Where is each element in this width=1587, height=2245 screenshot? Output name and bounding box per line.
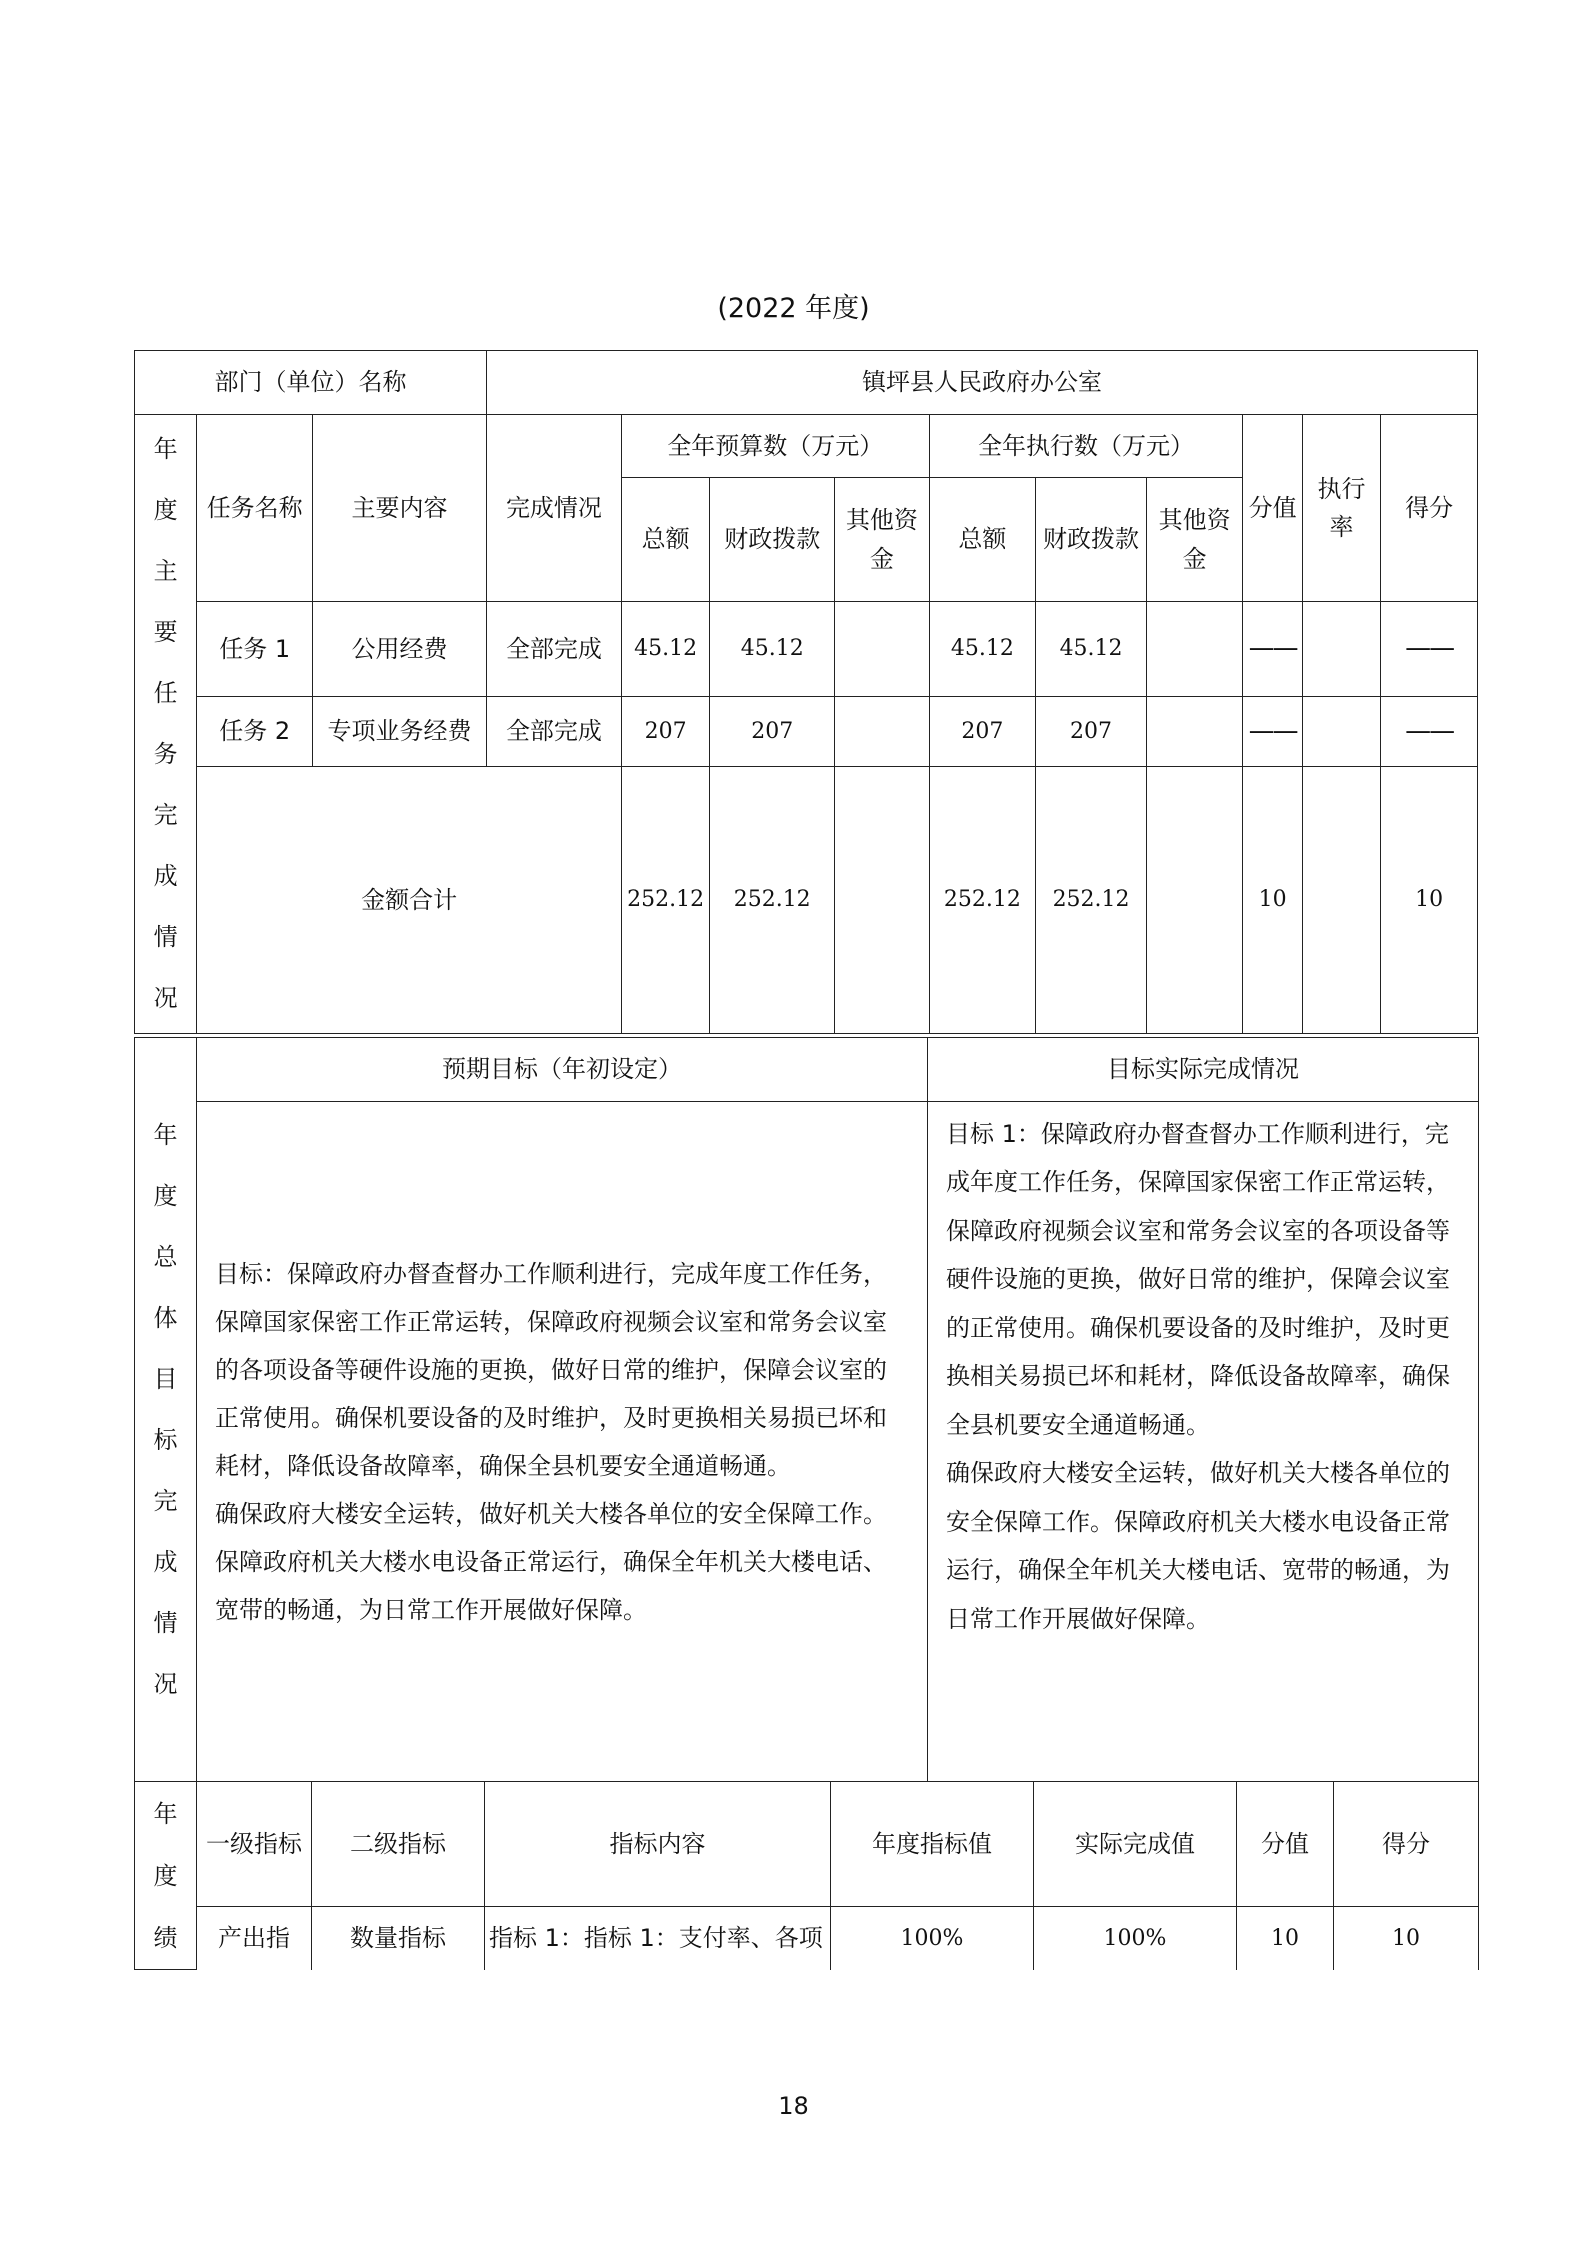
- col-execution-rate: 执行率: [1302, 415, 1380, 602]
- level1-cell: 产出指: [197, 1907, 312, 1970]
- expected-target-text: [197, 1102, 928, 1782]
- main-content-cell: 专项业务经费: [313, 697, 487, 767]
- budget-fiscal-cell: 45.12: [710, 602, 835, 697]
- exec-other-cell: [1146, 697, 1243, 767]
- target-value-cell: 100%: [831, 1907, 1034, 1970]
- table-row: [135, 1907, 1479, 1970]
- expected-target-paragraph-2: 确保政府大楼安全运转，做好机关大楼各单位的安全保障工作。保障政府机关大楼水电设备正常运行，确保全年机关大楼电话、宽带的畅通，为日常工作开展做好保障。: [215, 1499, 887, 1624]
- budget-other-cell: [835, 697, 930, 767]
- total-exec-fiscal-cell: 252.12: [1036, 767, 1147, 1034]
- total-exec-other-cell: [1146, 767, 1243, 1034]
- col-completion-status: 完成情况: [487, 415, 622, 602]
- total-score-value-cell: 10: [1243, 767, 1302, 1034]
- task-section-side-label: 年度主要任务完成情况: [135, 415, 197, 1034]
- target-section-side-label: 年度总体目标完成情况: [135, 1038, 197, 1782]
- exec-fiscal-cell: 207: [1036, 697, 1147, 767]
- total-budget-other-cell: [835, 767, 930, 1034]
- actual-completion-paragraph-2: 确保政府大楼安全运转，做好机关大楼各单位的安全保障工作。保障政府机关大楼水电设备正常运行，确保全年机关大楼电话、宽带的畅通，为日常工作开展做好保障。: [946, 1459, 1450, 1633]
- total-budget-cell: 252.12: [621, 767, 710, 1034]
- actual-completion-paragraph-1: 目标 1：保障政府办督查督办工作顺利进行，完成年度工作任务，保障国家保密工作正常运转，保障政府视频会议室和常务会议室的各项设备等硬件设施的更换，做好日常的维护，保障会议室的正常使用。确保机要设备的及时维护，及时更换相关易损已坏和耗材，降低设备故障率，确保全县机要安全通道畅通。: [946, 1120, 1450, 1439]
- exec-rate-cell: [1302, 697, 1380, 767]
- indicator-content-cell: 指标 1：指标 1：支付率、各项: [485, 1907, 831, 1970]
- col-exec-other: 其他资金: [1146, 478, 1243, 602]
- report-year-label: (2022 年度): [717, 293, 870, 324]
- expected-target-paragraph-1: 目标：保障政府办督查督办工作顺利进行，完成年度工作任务，保障国家保密工作正常运转，保障政府视频会议室和常务会议室的各项设备等硬件设施的更换，做好日常的维护，保障会议室的正常使用。确保机要设备的及时维护，及时更换相关易损已坏和耗材，降低设备故障率，确保全县机要安全通道畅通。: [215, 1259, 887, 1480]
- total-exec-rate-cell: [1302, 767, 1380, 1034]
- actual-value-cell: 100%: [1034, 1907, 1237, 1970]
- col-exec-fiscal: 财政拨款: [1036, 478, 1147, 602]
- col-level1-indicator: 一级指标: [197, 1782, 312, 1907]
- col-annual-target-value: 年度指标值: [831, 1782, 1034, 1907]
- exec-rate-cell: [1302, 602, 1380, 697]
- task-name-cell: 任务 2: [197, 697, 313, 767]
- budget-other-cell: [835, 602, 930, 697]
- completion-status-cell: 全部完成: [487, 602, 622, 697]
- level2-cell: 数量指标: [312, 1907, 485, 1970]
- total-row: [135, 767, 1478, 1034]
- score-value-cell: ——: [1243, 697, 1302, 767]
- col-main-content: 主要内容: [313, 415, 487, 602]
- col-annual-execution: 全年执行数（万元）: [929, 415, 1243, 478]
- actual-completion-header: 目标实际完成情况: [928, 1038, 1479, 1102]
- dept-name-value: 镇坪县人民政府办公室: [487, 351, 1478, 415]
- col-annual-budget: 全年预算数（万元）: [621, 415, 929, 478]
- main-content-cell: 公用经费: [313, 602, 487, 697]
- overall-target-table: [134, 1037, 1479, 1782]
- col-indicator-content: 指标内容: [485, 1782, 831, 1907]
- expected-target-header: 预期目标（年初设定）: [197, 1038, 928, 1102]
- col-budget-other: 其他资金: [835, 478, 930, 602]
- total-budget-fiscal-cell: 252.12: [710, 767, 835, 1034]
- col-score-value: 分值: [1243, 415, 1302, 602]
- col-task-name: 任务名称: [197, 415, 313, 602]
- col-score: 得分: [1334, 1782, 1479, 1907]
- task-completion-table: [134, 350, 1478, 1034]
- col-budget-total: 总额: [621, 478, 710, 602]
- actual-completion-text: [928, 1102, 1479, 1782]
- table-row: [135, 697, 1478, 767]
- task-name-cell: 任务 1: [197, 602, 313, 697]
- page-number: 18: [778, 2092, 809, 2120]
- total-label: 金额合计: [197, 767, 621, 1034]
- score-value-cell: ——: [1243, 602, 1302, 697]
- completion-status-cell: 全部完成: [487, 697, 622, 767]
- performance-indicator-table: [134, 1781, 1479, 1970]
- exec-total-cell: 45.12: [929, 602, 1036, 697]
- score-cell: ——: [1381, 602, 1478, 697]
- table-row: [135, 602, 1478, 697]
- total-exec-cell: 252.12: [929, 767, 1036, 1034]
- col-exec-total: 总额: [929, 478, 1036, 602]
- col-actual-value: 实际完成值: [1034, 1782, 1237, 1907]
- budget-total-cell: 207: [621, 697, 710, 767]
- budget-fiscal-cell: 207: [710, 697, 835, 767]
- score-cell: ——: [1381, 697, 1478, 767]
- score-value-cell: 10: [1237, 1907, 1334, 1970]
- budget-total-cell: 45.12: [621, 602, 710, 697]
- performance-section-side-label: 年度绩: [135, 1782, 197, 1970]
- exec-total-cell: 207: [929, 697, 1036, 767]
- col-budget-fiscal: 财政拨款: [710, 478, 835, 602]
- score-cell: 10: [1334, 1907, 1479, 1970]
- dept-name-label: 部门（单位）名称: [135, 351, 487, 415]
- exec-other-cell: [1146, 602, 1243, 697]
- exec-fiscal-cell: 45.12: [1036, 602, 1147, 697]
- col-score-value: 分值: [1237, 1782, 1334, 1907]
- col-score: 得分: [1381, 415, 1478, 602]
- col-level2-indicator: 二级指标: [312, 1782, 485, 1907]
- total-score-cell: 10: [1381, 767, 1478, 1034]
